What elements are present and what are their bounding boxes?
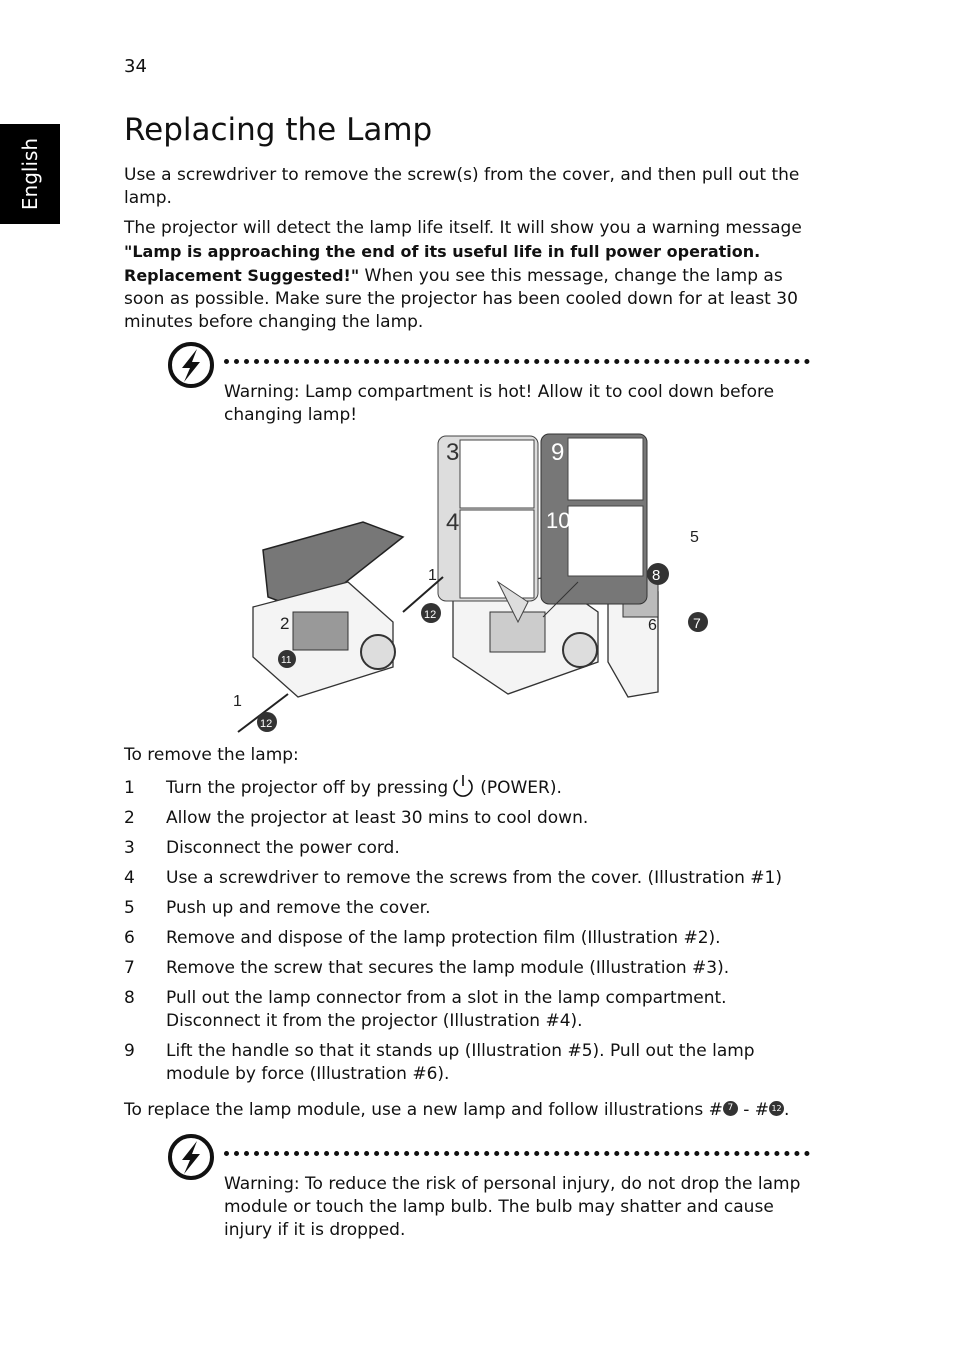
detail-box-4 [460, 510, 534, 598]
illustration-label: 10 [546, 508, 571, 533]
illustration-label: 4 [446, 509, 460, 536]
replace-text-a: To replace the lamp module, use a new lamp and follow illustrations # [124, 1100, 723, 1120]
step-text-a: Turn the projector off by pressing [166, 778, 449, 798]
step-number: 7 [124, 958, 135, 978]
detail-box-10 [568, 506, 643, 576]
illustration-label: 5 [690, 529, 699, 546]
intro-text-start: The projector will detect the lamp life itself. It will show you a warning message [124, 218, 802, 238]
language-tab-label: English [18, 137, 42, 211]
step-number: 9 [124, 1041, 135, 1061]
step-number: 8 [124, 988, 135, 1008]
steps-intro: To remove the lamp: [124, 745, 299, 765]
step-text: Use a screwdriver to remove the screws from the cover. (Illustration #1) [166, 868, 782, 888]
power-icon [450, 773, 476, 799]
step-number: 2 [124, 808, 135, 828]
illustration-label: 12 [424, 609, 437, 621]
projector-lens-1 [361, 635, 395, 669]
warning-divider [224, 1151, 810, 1156]
illustration-label: 7 [693, 615, 701, 631]
language-tab [0, 124, 60, 224]
page-title: Replacing the Lamp [124, 112, 433, 148]
step-text [166, 777, 806, 800]
replace-instructions [124, 1099, 814, 1122]
step-text: Push up and remove the cover. [166, 898, 431, 918]
detail-box-3 [460, 440, 534, 508]
illustration-label: 11 [281, 655, 292, 666]
warning-label: Warning: [224, 382, 300, 402]
warning-note-2 [224, 1173, 804, 1242]
warning-note-1 [224, 381, 804, 427]
illustration-label: 8 [652, 567, 661, 584]
illustration-label: 2 [280, 614, 290, 633]
step-text: Allow the projector at least 30 mins to cool down. [166, 808, 589, 828]
intro-text-end: When you see this message, change the lamp as soon as possible. Make sure the projector has been cooled down for at least 30 minutes before changing the lamp. [124, 266, 798, 332]
illustration-label: 6 [648, 617, 657, 634]
illustration-label: 3 [446, 439, 460, 466]
warning-bolt-icon [167, 341, 215, 389]
illustration-label: 9 [551, 439, 565, 466]
illustration-label: 1 [428, 567, 437, 584]
step-text: Pull out the lamp connector from a slot in the lamp compartment. Disconnect it from the projector (Illustration #4). [166, 988, 727, 1031]
step-text-b: (POWER). [480, 778, 562, 798]
step-number: 6 [124, 928, 135, 948]
step-text: Remove the screw that secures the lamp module (Illustration #3). [166, 958, 730, 978]
illustration-label: 1 [233, 693, 242, 710]
intro-paragraph-1: Use a screwdriver to remove the screw(s) from the cover, and then pull out the lamp. [124, 165, 800, 208]
detail-box-9 [568, 438, 643, 500]
step-circle-icon: 12 [769, 1101, 784, 1116]
warning-message-quote: "Lamp is approaching the end of its useful life in full power operation. Replacement Suggested!" [124, 242, 761, 285]
warning-divider [224, 359, 810, 364]
illustration-label: 12 [260, 718, 273, 730]
replace-text-c: . [784, 1100, 790, 1120]
step-number: 1 [124, 778, 135, 798]
warning-label: Warning: [224, 1174, 300, 1194]
projector-lens-2 [563, 633, 597, 667]
step-number: 5 [124, 898, 135, 918]
warning-text: Lamp compartment is hot! Allow it to cool down before changing lamp! [224, 382, 775, 425]
warning-bolt-icon [167, 1133, 215, 1181]
step-text: Lift the handle so that it stands up (Illustration #5). Pull out the lamp module by force (Illustration #6). [166, 1041, 755, 1084]
step-number: 3 [124, 838, 135, 858]
step-circle-icon: 7 [723, 1101, 738, 1116]
step-number: 4 [124, 868, 135, 888]
intro-paragraph-2 [124, 217, 814, 334]
replace-text-b: - # [737, 1100, 770, 1120]
page-number: 34 [124, 56, 147, 77]
step-text: Remove and dispose of the lamp protection film (Illustration #2). [166, 928, 721, 948]
warning-text: To reduce the risk of personal injury, do not drop the lamp module or touch the lamp bulb. The bulb may shatter and cause injury if it is dropped. [224, 1174, 801, 1240]
step-text: Disconnect the power cord. [166, 838, 400, 858]
lamp-replacement-illustration [228, 432, 701, 742]
lamp-film [293, 612, 348, 650]
